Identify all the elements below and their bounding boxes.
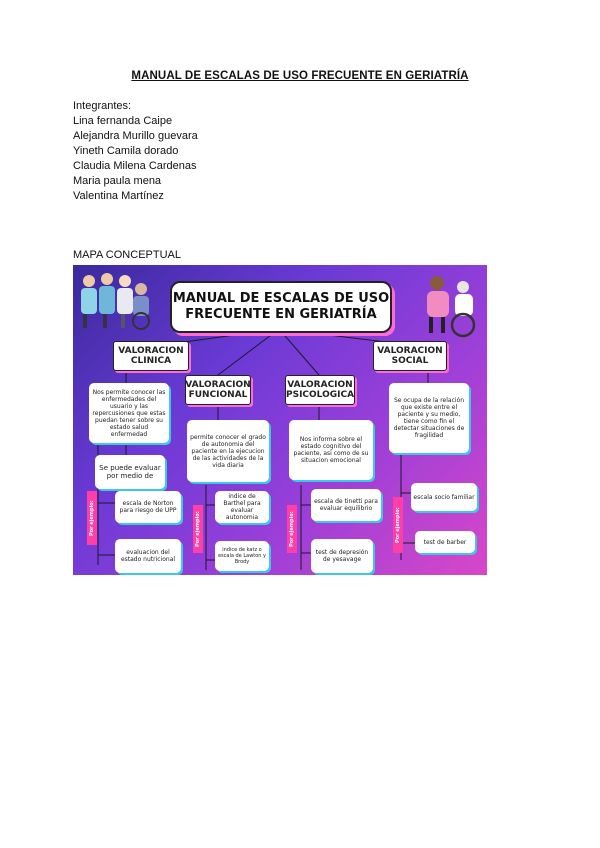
desc-valoracion-psicologica: Nos informa sobre el estado cognitivo del paciente, asi como de su situacion emocional (289, 420, 373, 480)
por-ejemplo-tab-clinica: Por ejemplo: (87, 491, 97, 545)
document-title: MANUAL DE ESCALAS DE USO FRECUENTE EN GERIATRÍA (131, 70, 469, 82)
header-valoracion-social: VALORACION SOCIAL (373, 341, 447, 371)
concept-map-image (73, 265, 487, 575)
sub-valoracion-clinica: Se puede evaluar por medio de (95, 455, 165, 489)
por-ejemplo-tab-funcional: Por ejemplo: (193, 505, 203, 553)
members-list (73, 114, 198, 204)
elderly-patient-illustration (415, 271, 485, 339)
desc-valoracion-funcional: permite conocer el grado de autonomia del paciente en la ejecucion de las actividades de la vida diaria (187, 420, 269, 482)
example-escala-sociofamiliar: escala socio familiar (411, 483, 477, 511)
header-valoracion-funcional: VALORACION FUNCIONAL (185, 375, 251, 405)
map-label: MAPA CONCEPTUAL (73, 249, 181, 261)
example-yesavage-test: test de depresión de yesavage (311, 539, 373, 573)
example-tinetti-scale: escala de tinetti para evaluar equilibrio (311, 489, 381, 521)
member-item: Valentina Martínez (73, 190, 164, 202)
concept-map-title: MANUAL DE ESCALAS DE USO FRECUENTE EN GERIATRÍA (170, 281, 392, 333)
member-item: Alejandra Murillo guevara (73, 130, 198, 142)
example-estado-nutricional: evaluacion del estado nutricional (115, 539, 181, 573)
member-item: Claudia Milena Cardenas (73, 160, 197, 172)
por-ejemplo-tab-social: Por ejemplo: (393, 497, 403, 553)
example-norton-scale: escala de Norton para riesgo de UPP (115, 491, 181, 523)
desc-valoracion-social: Se ocupa de la relación que existe entre el paciente y su medio, tiene como fin el detectar situaciones de fragilidad (389, 383, 469, 453)
example-katz-lawton: indice de katz o escala de Lawton y Brody (215, 541, 269, 571)
members-label: Integrantes: (73, 100, 132, 112)
por-ejemplo-tab-psicologica: Por ejemplo: (287, 505, 297, 553)
member-item: Lina fernanda Caipe (73, 115, 173, 127)
member-item: Yineth Camila dorado (73, 145, 179, 157)
example-barthel-index: indice de Barthel para evaluar autonomia (215, 491, 269, 523)
member-item: Maria paula mena (73, 175, 162, 187)
header-valoracion-clinica: VALORACION CLINICA (113, 341, 189, 371)
care-team-illustration (75, 269, 157, 331)
header-valoracion-psicologica: VALORACION PSICOLOGICA (285, 375, 355, 405)
desc-valoracion-clinica: Nos permite conocer las enfermedades del usuario y las repercusiones que estas puedan tener sobre su estado salud enfermedad (89, 383, 169, 443)
example-test-barber: test de barber (415, 531, 475, 553)
